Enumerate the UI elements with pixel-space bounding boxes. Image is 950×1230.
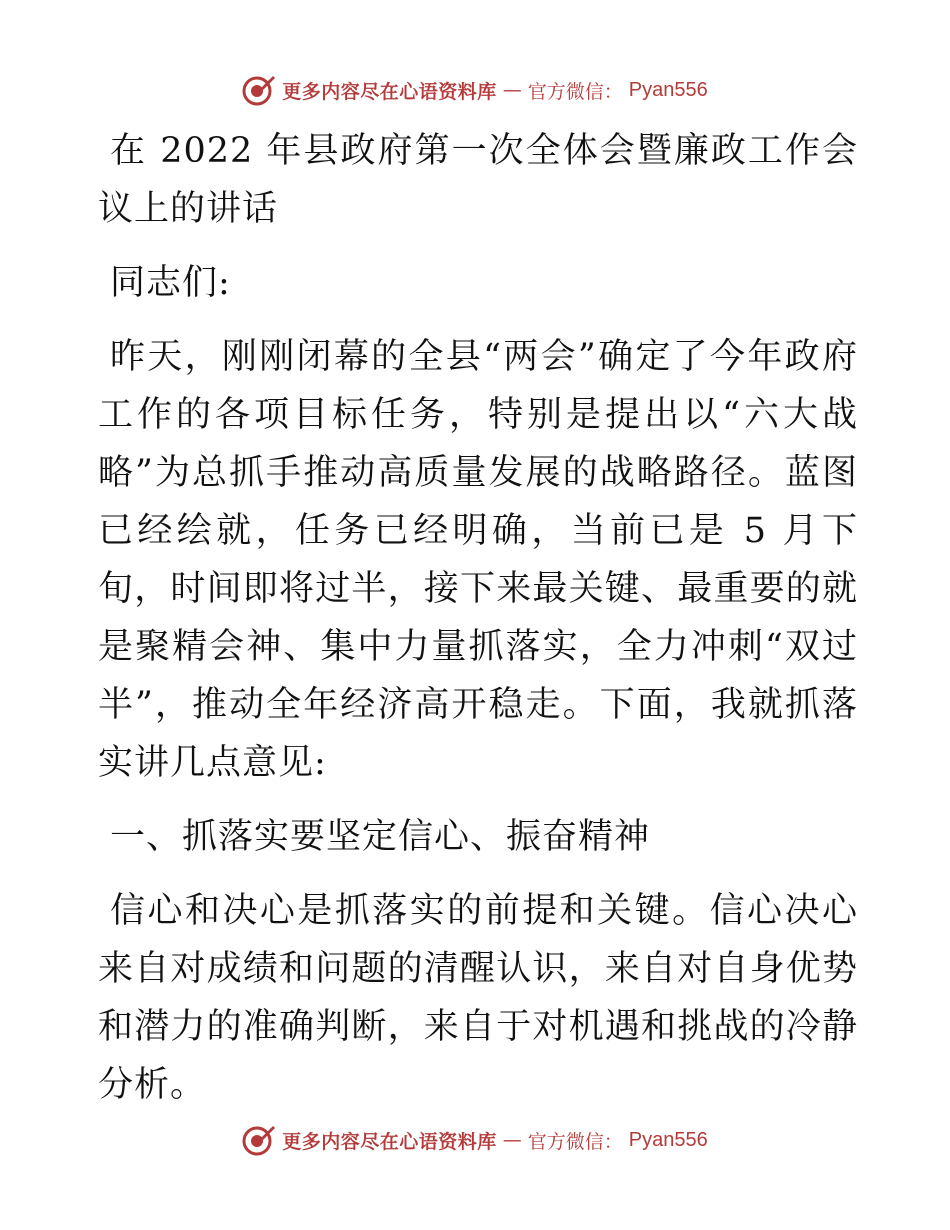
watermark-account-id: Pyan556 [628, 78, 708, 101]
paragraph-2: 信心和决心是抓落实的前提和关键。信心决心来自对成绩和问题的清醒认识，来自对自身优势和潜力的准确判断，来自于对机遇和挑战的冷静分析。 [98, 891, 858, 1105]
greeting: 同志们: [110, 263, 231, 303]
watermark-official-label: 官方微信： [527, 1130, 623, 1153]
quill-logo-icon [242, 1123, 276, 1157]
paragraph-1: 昨天，刚刚闭幕的全县“两会”确定了今年政府工作的各项目标任务，特别是提出以“六大战略”为总抓手推动高质量发展的战略路径。蓝图已经绘就，任务已经明确，当前已是 5 月下旬，时间即将过半，接下来最关键、最重要的就是聚精会神、集中力量抓落实，全力冲刺“双过半”，推动全年经济高开稳走。下面，我就抓落实讲几点意见: [98, 337, 858, 783]
watermark-brand-text: 更多内容尽在心语资料库 [282, 80, 497, 103]
watermark-account-id: Pyan556 [628, 1128, 708, 1151]
document-body [98, 122, 858, 1130]
footer-watermark [0, 1120, 950, 1160]
quill-logo-icon [242, 73, 276, 107]
document-title: 在 2022 年县政府第一次全体会暨廉政工作会议上的讲话 [98, 131, 858, 229]
watermark-official-label: 官方微信： [527, 80, 623, 103]
watermark-dash: — [502, 1129, 522, 1151]
header-watermark [0, 70, 950, 110]
watermark-dash: — [502, 79, 522, 101]
watermark-brand-text: 更多内容尽在心语资料库 [282, 1130, 497, 1153]
section-heading-1: 一、抓落实要坚定信心、振奋精神 [110, 817, 651, 857]
